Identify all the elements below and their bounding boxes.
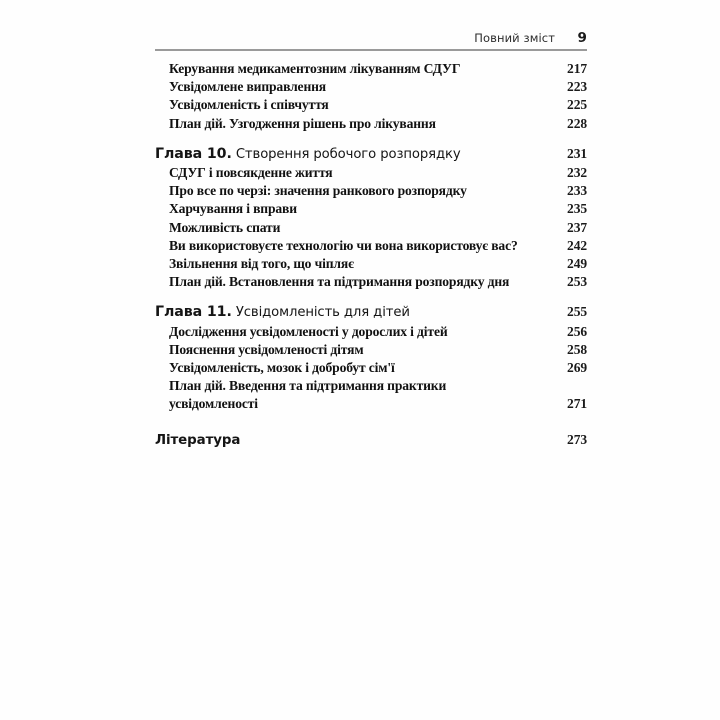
toc-page-number: 231 <box>567 145 587 161</box>
toc-entry-row[interactable] <box>169 96 587 114</box>
toc-entry-row[interactable] <box>169 359 587 377</box>
toc-entry-label: Звільнення від того, що чіпляє <box>169 256 354 272</box>
toc-entry-label: усвідомленості <box>169 396 258 412</box>
toc-entry-row[interactable] <box>169 377 587 395</box>
page-content <box>155 30 587 450</box>
toc-chapter-number: Глава 10. <box>155 145 232 162</box>
toc-entry-row[interactable] <box>169 219 587 237</box>
toc-entry-label: Харчування і вправи <box>169 201 297 217</box>
toc-chapter-title: Створення робочого розпорядку <box>231 146 461 162</box>
toc-entry-label: Усвідомленість і співчуття <box>169 97 329 113</box>
toc-entry-row[interactable] <box>169 323 587 341</box>
toc-entry-label: Можливість спати <box>169 219 281 235</box>
toc-entry-row[interactable] <box>169 78 587 96</box>
toc-entry-label: План дій. Введення та підтримання практики <box>169 378 447 394</box>
toc-page-number: 232 <box>567 165 587 181</box>
section-spacer <box>155 291 587 303</box>
toc-page-number: 271 <box>567 396 587 412</box>
toc-page-number: 256 <box>567 323 587 339</box>
toc-page-number: 228 <box>567 115 587 131</box>
toc-backmatter-row[interactable] <box>155 431 587 450</box>
header-divider <box>155 49 587 51</box>
toc-page-number: 217 <box>567 61 587 76</box>
table-of-contents <box>155 60 587 450</box>
toc-page-number: 255 <box>567 304 587 320</box>
toc-entry-row[interactable] <box>169 341 587 359</box>
toc-page-number: 237 <box>567 219 587 235</box>
toc-entry-row[interactable] <box>169 237 587 255</box>
toc-chapter-number: Глава 11. <box>155 304 232 321</box>
toc-entry-label: Усвідомлене виправлення <box>169 79 327 95</box>
toc-entry-row[interactable] <box>169 200 587 218</box>
toc-page-number: 233 <box>567 183 587 199</box>
toc-entry-label: Дослідження усвідомленості у дорослих і дітей <box>169 323 448 339</box>
toc-entry-label: Ви використовуєте технологію чи вона використовує вас? <box>169 237 518 253</box>
toc-chapter-row[interactable] <box>155 145 587 164</box>
toc-entry-label: Усвідомленість, мозок і добробут сім'ї <box>169 360 395 376</box>
toc-entry-label: СДУГ і повсякденне життя <box>169 165 333 181</box>
toc-page-number: 253 <box>567 274 587 290</box>
section-spacer <box>155 133 587 145</box>
running-head-title: Повний зміст <box>474 31 555 45</box>
running-head-page-number: 9 <box>577 30 587 46</box>
toc-entry-row[interactable] <box>169 255 587 273</box>
toc-entry-row[interactable] <box>169 115 587 133</box>
toc-entry-row[interactable] <box>169 182 587 200</box>
toc-entry-label: План дій. Встановлення та підтримання розпорядку дня <box>169 274 510 290</box>
toc-page-number: 249 <box>567 256 587 272</box>
toc-backmatter-label: Література <box>155 432 241 448</box>
toc-entry-row[interactable] <box>169 273 587 291</box>
section-spacer <box>155 414 587 431</box>
toc-chapter-row[interactable] <box>155 303 587 322</box>
toc-entry-row[interactable] <box>169 395 587 413</box>
toc-page-number: 258 <box>567 341 587 357</box>
toc-page-number: 225 <box>567 97 587 113</box>
toc-entry-row[interactable] <box>169 164 587 182</box>
toc-chapter-title: Усвідомленість для дітей <box>231 305 410 321</box>
toc-page-number: 235 <box>567 201 587 217</box>
toc-page-number: 223 <box>567 79 587 95</box>
toc-entry-label: Пояснення усвідомленості дітям <box>169 341 364 357</box>
running-head <box>155 30 587 46</box>
toc-page-number: 269 <box>567 360 587 376</box>
toc-entry-label: Керування медикаментозним лікуванням СДУГ <box>169 61 461 76</box>
toc-page-number: 273 <box>567 431 587 447</box>
toc-entry-label: План дій. Узгодження рішень про лікування <box>169 115 436 131</box>
toc-entry-label: Про все по черзі: значення ранкового розпорядку <box>169 183 467 199</box>
toc-page-number: 242 <box>567 237 587 253</box>
toc-entry-row[interactable] <box>169 60 587 78</box>
